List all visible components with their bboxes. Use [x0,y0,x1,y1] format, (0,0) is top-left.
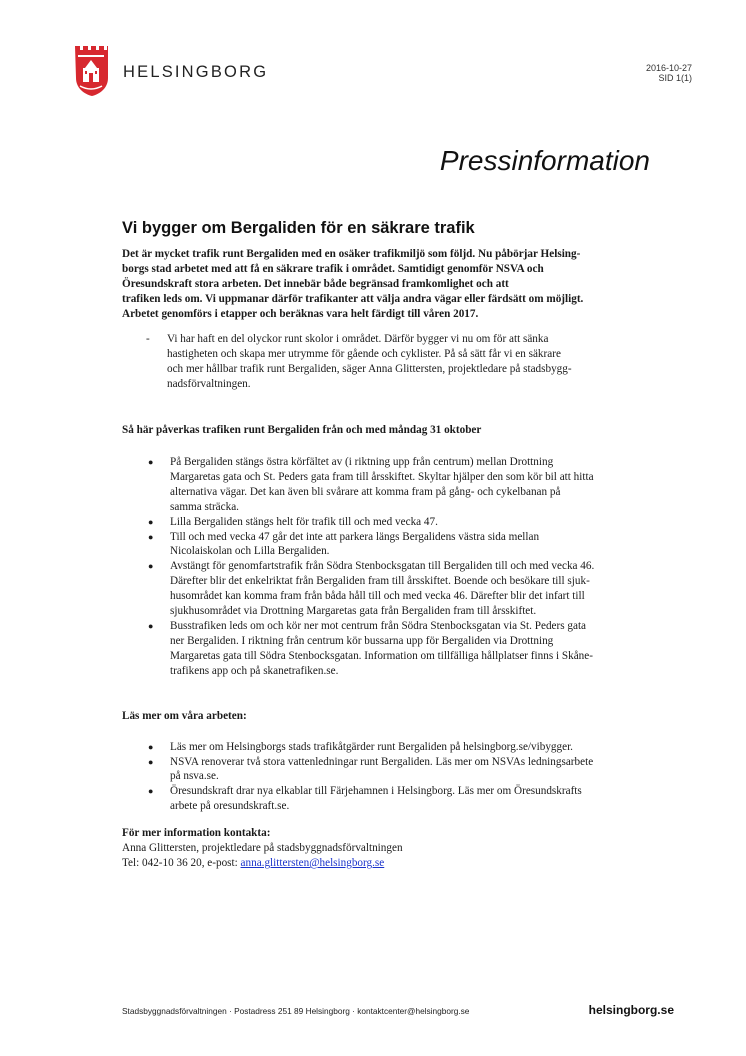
list-item-line: NSVA renoverar två stora vattenledningar runt Bergaliden. Läs mer om NSVAs ledningsarbete [170,755,594,768]
bullet-icon: ● [148,457,154,467]
list-item-line: Därefter blir det enkelriktat från Bergaliden fram till årsskiftet. Boende och besökare till sjuk- [170,575,590,588]
dash-marker: - [146,333,150,345]
list-item-line: alternativa vägar. Det kan även bli svårare att komma fram på gång- och cykelbanan på [170,485,561,498]
document-meta [646,63,692,83]
quote-list [122,332,662,392]
list-item [122,455,662,515]
bullet-icon: ● [148,620,154,631]
lead-line: trafiken leds om. Vi uppmanar därför trafikanter att välja andra vägar eller färdsätt om möjligt. [122,293,584,305]
list-item-line: Lilla Bergaliden stängs helt för trafik till och med vecka 47. [170,515,438,528]
list-item [122,515,662,530]
article-lead [122,247,662,322]
bullet-icon: ● [148,516,154,527]
list-item-line: Avstängt för genomfartstrafik från Södra Stenbocksgatan till Bergaliden till och med vecka 46. [170,560,595,573]
bullet-icon: ● [148,531,154,542]
list-item-line: arbete på oresundskraft.se. [170,800,290,813]
quote-line: hastigheten och skapa mer utrymme för gående och cyklister. På så sätt får vi en säkrare [167,348,561,360]
list-item-line: Margaretas gata till Södra Stenbocksgatan. Information om tillfälliga hållplatser finns i Skåne- [170,649,593,662]
quote-line: Vi har haft en del olyckor runt skolor i området. Därför bygger vi nu om för att sänka [167,333,549,345]
read-more-bullet-list [122,740,662,815]
list-item-line: Nicolaiskolan och Lilla Bergaliden. [170,545,330,558]
bullet-icon: ● [148,756,154,767]
article [122,219,662,871]
logo [74,44,268,98]
list-item-line: Läs mer om Helsingborgs stads trafikåtgärder runt Bergaliden på helsingborg.se/vibygger. [170,740,573,753]
contact-tel-line [122,856,662,871]
quote-line: nadsförvaltningen. [167,378,251,390]
list-item [122,619,662,679]
footer-website: helsingborg.se [588,1003,674,1017]
list-item-line: Busstrafiken leds om och kör ner mot centrum från Södra Stenbocksgatan via St. Peders gata [170,619,587,632]
lead-line: Det är mycket trafik runt Bergaliden med en osäker trafikmiljö som följd. Nu påbörjar Helsing- [122,248,581,260]
lead-line: Arbetet genomförs i etapper och beräknas vara helt färdigt till våren 2017. [122,308,479,320]
contact-heading: För mer information kontakta: [122,827,271,840]
list-item-line: Margaretas gata och St. Peders gata fram till årsskiftet. Skyltar hjälper den som kör bil att hitta [170,470,594,483]
article-title: Vi bygger om Bergaliden för en säkrare trafik [122,219,475,237]
list-item-line: sjukhusområdet via Drottning Margaretas gata från Bergaliden fram till årsskiftet. [170,605,537,618]
list-item [122,755,662,785]
bullet-icon: ● [148,786,154,797]
list-item-line: Öresundskraft drar nya elkablar till Färjehamnen i Helsingborg. Läs mer om Öresundskrafts [170,785,582,798]
contact-block [122,826,662,871]
lead-line: Öresundskraft stora arbeten. Det innebär både begränsad framkomlighet och att [122,278,509,290]
list-item-line: ner Bergaliden. I riktning från centrum kör bussarna upp för Bergaliden via Drottning [170,634,554,647]
lead-line: borgs stad arbetet med att få en säkrare trafik i området. Samtidigt genomför NSVA och [122,263,544,275]
contact-email-link[interactable]: anna.glittersten@helsingborg.se [240,857,385,870]
bullet-icon: ● [148,561,154,572]
brand-name: HELSINGBORG [123,62,269,81]
list-item [122,784,662,814]
section-heading-traffic: Så här påverkas trafiken runt Bergaliden från och med måndag 31 oktober [122,424,482,436]
list-item-line: trafikens app och på skanetrafiken.se. [170,664,339,677]
section-heading-read-more: Läs mer om våra arbeten: [122,709,247,722]
quote-line: och mer hållbar trafik runt Bergaliden, säger Anna Glittersten, projektledare på stadsbygg- [167,363,572,375]
contact-tel: Tel: 042-10 36 20, e-post: [122,857,241,870]
list-item-line: på nsva.se. [170,770,219,783]
list-item [122,559,662,619]
document-date: 2016-10-27 [645,63,692,73]
traffic-bullet-list [122,455,662,679]
list-item-line: Till och med vecka 47 går det inte att parkera längs Bergalidens västra sida mellan [170,530,540,543]
list-item-line: På Bergaliden stängs östra körfältet av (i riktning upp från centrum) mellan Drottning [170,456,554,468]
footer-address: Stadsbyggnadsförvaltningen · Postadress 251 89 Helsingborg · kontaktcenter@helsingborg.se [122,1006,470,1016]
list-item-line: husområdet kan komma fram från båda håll till och med vecka 46. Därefter blir det infart till [170,590,585,603]
list-item [122,740,662,755]
city-crest-icon [74,44,108,98]
bullet-icon: ● [148,741,154,752]
page-number: SID 1(1) [658,73,692,83]
list-item-line: samma sträcka. [170,500,239,513]
contact-name: Anna Glittersten, projektledare på stadsbyggnadsförvaltningen [122,842,403,855]
quote-item [122,332,662,392]
document-type: Pressinformation [439,145,650,176]
list-item [122,530,662,560]
